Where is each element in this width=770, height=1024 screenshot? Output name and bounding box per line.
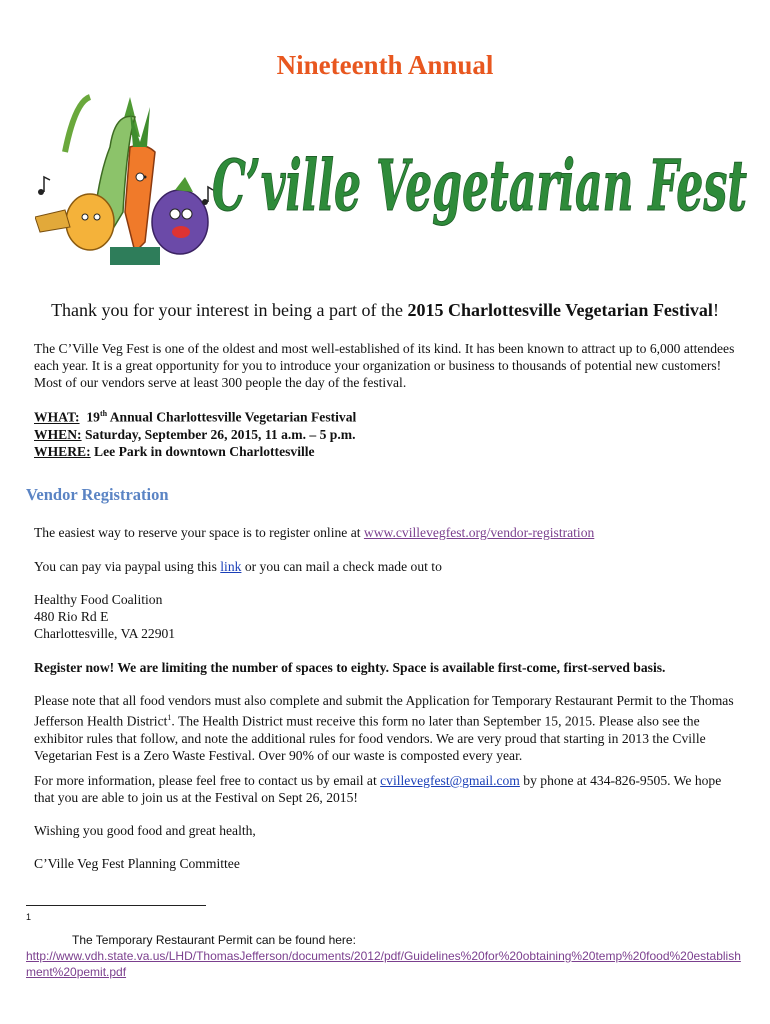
when-line: WHEN: Saturday, September 26, 2015, 11 a.m. – 5 p.m. bbox=[34, 426, 356, 442]
intro-event-name: 2015 Charlottesville Vegetarian Festival bbox=[407, 300, 713, 320]
register-online-line: The easiest way to reserve your space is to register online at www.cvillevegfest.org/vendor-registration bbox=[34, 525, 595, 540]
footnote-text: The Temporary Restaurant Permit can be found here: bbox=[72, 933, 356, 947]
vegetable-band-illustration bbox=[35, 92, 230, 272]
registration-link[interactable]: www.cvillevegfest.org/vendor-registration bbox=[363, 525, 595, 540]
register-now-notice: Register now! We are limiting the number of spaces to eighty. Space is available first-come, first-served basis. bbox=[34, 660, 666, 675]
footnote-ref: 1 bbox=[167, 713, 172, 722]
contact-email-link[interactable]: cvillevegfest@gmail.com bbox=[380, 773, 520, 788]
footnote-divider bbox=[26, 905, 206, 906]
mailing-address: Healthy Food Coalition 480 Rio Rd E Charlottesville, VA 22901 bbox=[34, 592, 176, 641]
closing-line: Wishing you good food and great health, bbox=[34, 823, 256, 838]
permit-url-link[interactable]: http://www.vdh.state.va.us/LHD/ThomasJefferson/documents/2012/pdf/Guidelines%20for%20obtaining%20temp%20food%20establishment%20pemit.pdf bbox=[26, 949, 741, 979]
vendor-registration-heading: Vendor Registration bbox=[26, 485, 169, 504]
what-line: WHAT: 19th Annual Charlottesville Vegetarian Festival bbox=[34, 409, 357, 425]
intro-line: Thank you for your interest in being a part of the 2015 Charlottesville Vegetarian Festival! bbox=[51, 300, 719, 320]
fest-name: C’ville Vegetarian Fest bbox=[212, 144, 747, 227]
permit-note: Please note that all food vendors must also complete and submit the Application for Temporary Restaurant Permit to the Thomas Jefferson Health District$^1$. The Health District must receive this form no later than September 15, 2015. Please also see the exhibitor rules that follow, and note the additional rules for food vendors. We are very proud that starting in 2013 the Cville Vegetarian Fest is a Zero Waste Festival. Over 90% of our waste is composted every year. bbox=[34, 693, 734, 763]
page-title: Nineteenth Annual bbox=[276, 50, 494, 80]
contact-paragraph: For more information, please feel free to contact us by email at cvillevegfest@gmail.com by phone at 434-826-9505. We hope that you are able to join us at the Festival on Sept 26, 2015! bbox=[34, 773, 722, 805]
signature: C’Ville Veg Fest Planning Committee bbox=[34, 856, 240, 871]
fest-name-logo bbox=[212, 125, 752, 230]
footnote-number: 1 bbox=[26, 912, 32, 922]
where-line: WHERE: Lee Park in downtown Charlottesville bbox=[34, 443, 315, 459]
paypal-line: You can pay via paypal using this link or you can mail a check made out to bbox=[34, 559, 442, 574]
paypal-link[interactable]: link bbox=[220, 559, 242, 574]
about-paragraph: The C’Ville Veg Fest is one of the oldest and most well-established of its kind. It has been known to attract up to 6,000 attendees each year. It is a great opportunity for you to introduce your organization or business to thousands of potential new customers! Most of our vendors serve at least 300 people the day of the festival. bbox=[34, 341, 735, 390]
event-details bbox=[34, 405, 740, 460]
